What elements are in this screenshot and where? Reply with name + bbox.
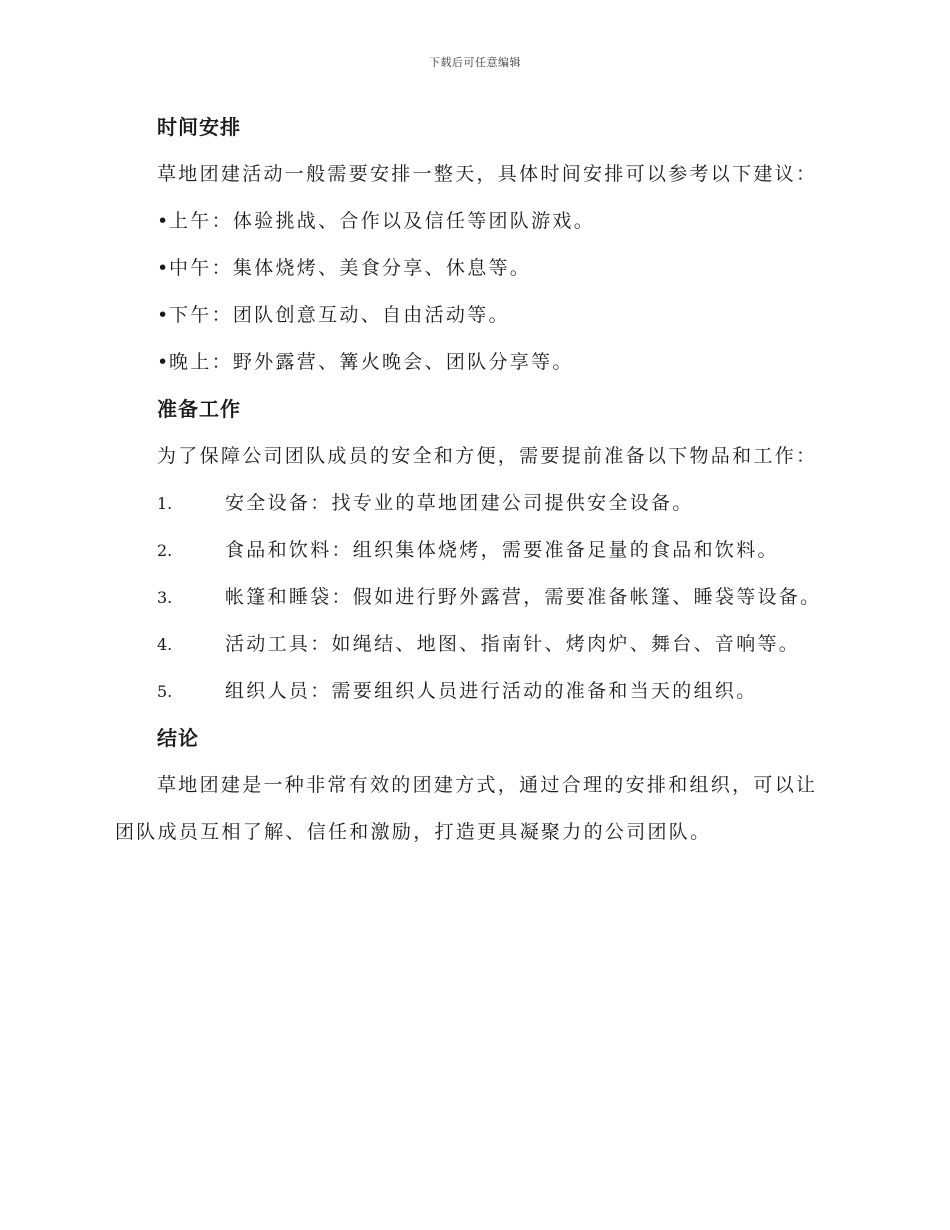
bullet-icon: • [157,304,171,326]
numbered-item-text: 食品和饮料：组织集体烧烤，需要准备足量的食品和饮料。 [225,539,779,561]
list-item [157,206,835,237]
list-item-text: 中午：集体烧烤、美食分享、休息等。 [169,257,532,279]
item-number: 4. [157,635,173,654]
bullet-icon: • [157,257,171,279]
list-item-text: 下午：团队创意互动、自由活动等。 [169,304,510,326]
section-heading-conclusion: 结论 [157,726,199,750]
list-item [157,300,835,331]
section-heading-preparation: 准备工作 [157,397,241,421]
item-number: 1. [157,494,173,513]
list-item [157,347,835,378]
document-body [115,112,835,856]
schedule-intro: 草地团建活动一般需要安排一整天，具体时间安排可以参考以下建议： [157,163,818,185]
conclusion-paragraph: 草地团建是一种非常有效的团建方式，通过合理的安排和组织，可以让团队成员互相了解、信任和激励，打造更具凝聚力的公司团队。 [115,774,818,843]
list-item-text: 晚上：野外露营、篝火晚会、团队分享等。 [169,351,574,373]
numbered-item-text: 组织人员：需要组织人员进行活动的准备和当天的组织。 [225,680,758,702]
list-item-text: 上午：体验挑战、合作以及信任等团队游戏。 [169,210,596,232]
item-number: 3. [157,588,173,607]
bullet-icon: • [157,210,171,232]
section-heading-schedule: 时间安排 [157,115,241,139]
numbered-item [157,629,835,660]
numbered-item-text: 安全设备：找专业的草地团建公司提供安全设备。 [225,492,694,514]
item-number: 2. [157,541,173,560]
list-item [157,253,835,284]
numbered-item [157,488,835,519]
numbered-item-text: 活动工具：如绳结、地图、指南针、烤肉炉、舞台、音响等。 [225,633,801,655]
bullet-icon: • [157,351,171,373]
numbered-item [157,535,835,566]
numbered-item-text: 帐篷和睡袋：假如进行野外露营，需要准备帐篷、睡袋等设备。 [225,586,822,608]
numbered-item [157,582,835,613]
preparation-intro: 为了保障公司团队成员的安全和方便，需要提前准备以下物品和工作： [157,445,818,467]
numbered-item [157,676,835,707]
item-number: 5. [157,682,173,701]
page-header: 下载后可任意编辑 [429,56,521,69]
